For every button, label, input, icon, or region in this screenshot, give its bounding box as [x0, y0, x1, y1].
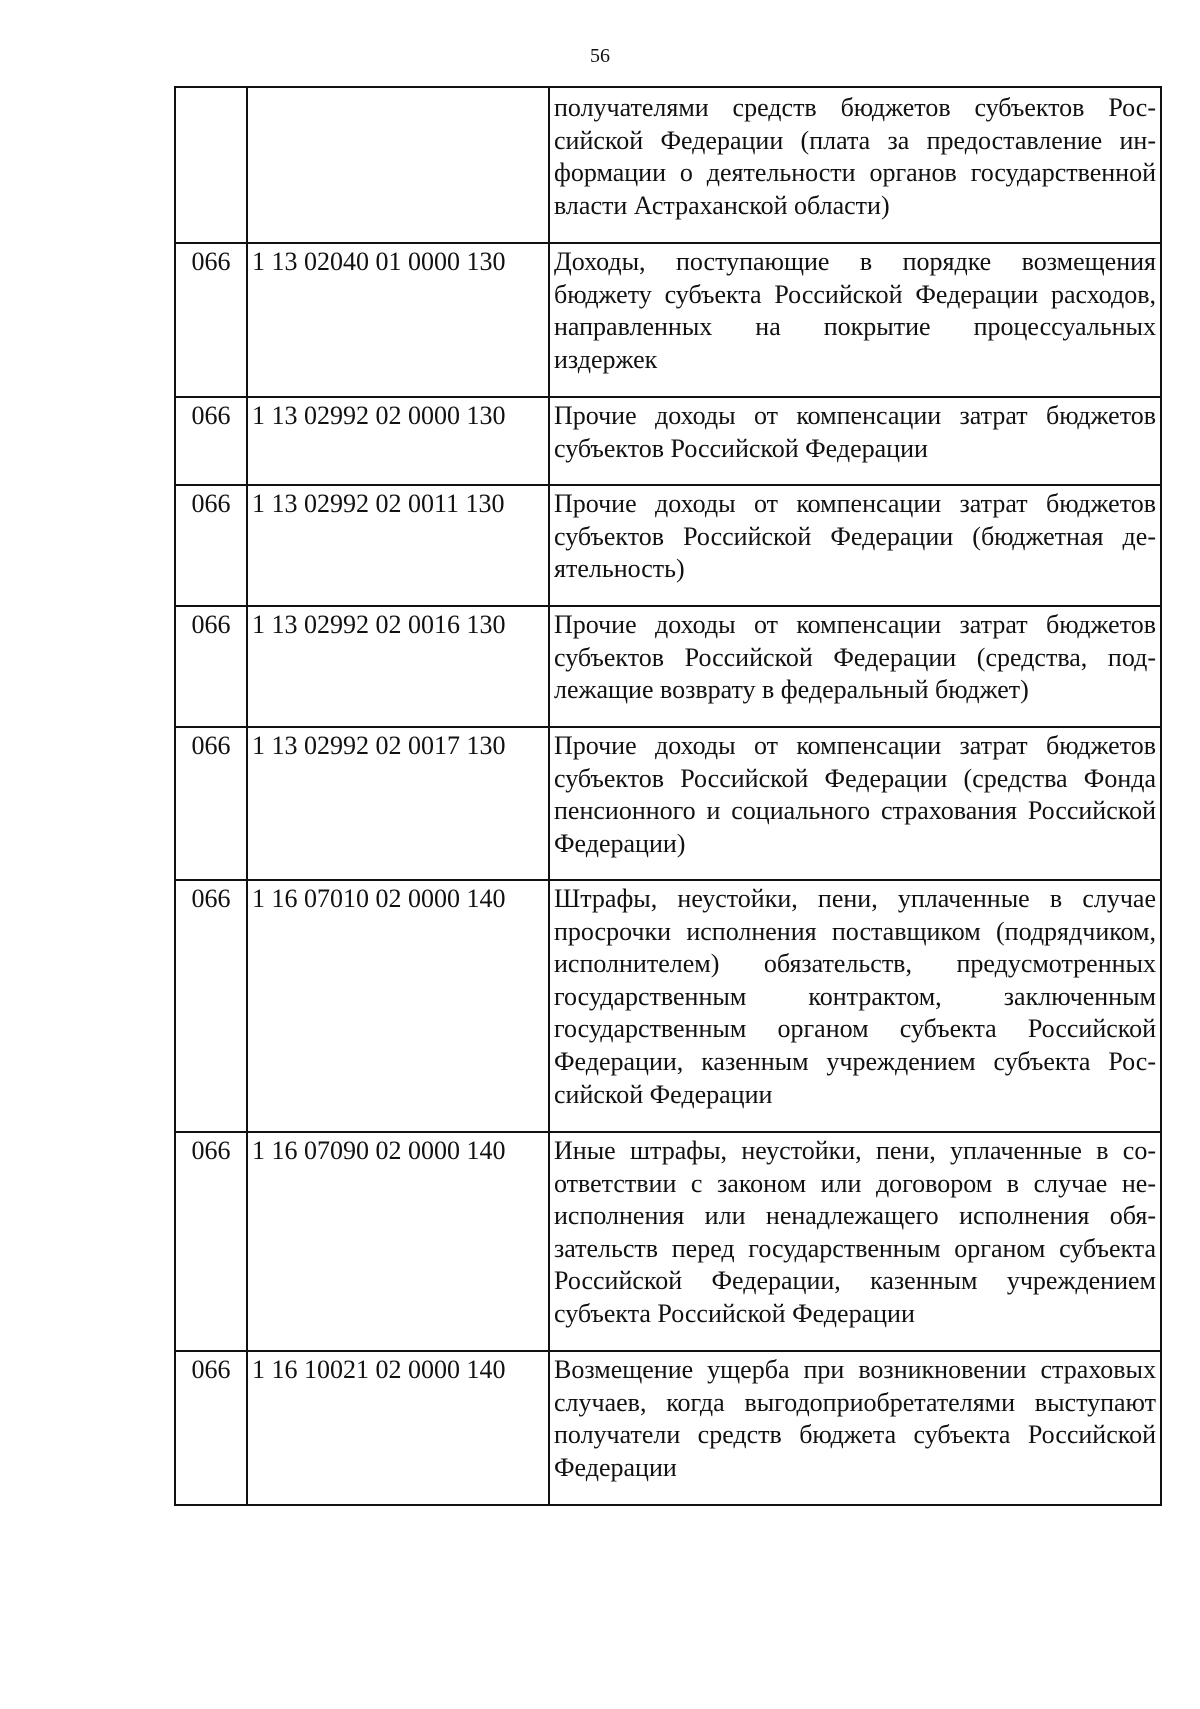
table-body: [175, 87, 1161, 1505]
table-row: [175, 880, 1161, 1132]
description-cell: Иные штрафы, неустойки, пени, уплаченные в соответствии с законом или договором в случае неисполнения или ненадлежащего исполнения обязательств перед государственным органом субъекта Российской Федерации, казенным учреждением субъекта Российской Федерации: [549, 1132, 1161, 1351]
budget-code-table: [174, 86, 1162, 1506]
table-row: [175, 243, 1161, 397]
admin-code-cell: 066: [175, 243, 247, 397]
description-cell: Штрафы, неустойки, пени, уплаченные в случае просрочки исполнения поставщиком (подрядчиком, исполнителем) обязательств, предусмотренных государственным контрактом, заключенным государственным органом субъекта Российской Федерации, казенным учреждением субъекта Российской Федерации: [549, 880, 1161, 1132]
budget-code-cell: 1 13 02040 01 0000 130: [247, 243, 549, 397]
budget-code-cell: 1 16 07010 02 0000 140: [247, 880, 549, 1132]
admin-code-cell: 066: [175, 727, 247, 880]
description-cell: получателями средств бюджетов субъектов Российской Федерации (плата за предоставление информации о деятельности органов государственной власти Астраханской области): [549, 87, 1161, 243]
budget-code-cell: 1 13 02992 02 0011 130: [247, 485, 549, 606]
budget-code-cell: 1 13 02992 02 0016 130: [247, 606, 549, 727]
description-cell: Прочие доходы от компенсации затрат бюджетов субъектов Российской Федерации (бюджетная деятельность): [549, 485, 1161, 606]
description-cell: Доходы, поступающие в порядке возмещения бюджету субъекта Российской Федерации расходов, направленных на покрытие процессуальных издержек: [549, 243, 1161, 397]
table-row: [175, 606, 1161, 727]
table-row: [175, 1132, 1161, 1351]
table-row: [175, 397, 1161, 485]
description-cell: Прочие доходы от компенсации затрат бюджетов субъектов Российской Федерации (средства Фонда пенсионного и социального страхования Российской Федерации): [549, 727, 1161, 880]
page-number: 56: [590, 45, 610, 67]
description-cell: Возмещение ущерба при возникновении страховых случаев, когда выгодоприобретателями выступают получатели средств бюджета субъекта Российской Федерации: [549, 1351, 1161, 1505]
table-row: [175, 87, 1161, 243]
admin-code-cell: 066: [175, 606, 247, 727]
admin-code-cell: 066: [175, 1132, 247, 1351]
admin-code-cell: 066: [175, 397, 247, 485]
budget-code-cell: 1 16 07090 02 0000 140: [247, 1132, 549, 1351]
table-row: [175, 485, 1161, 606]
description-cell: Прочие доходы от компенсации затрат бюджетов субъектов Российской Федерации (средства, подлежащие возврату в федеральный бюджет): [549, 606, 1161, 727]
budget-code-cell: 1 16 10021 02 0000 140: [247, 1351, 549, 1505]
admin-code-cell: 066: [175, 1351, 247, 1505]
budget-code-cell: 1 13 02992 02 0000 130: [247, 397, 549, 485]
admin-code-cell: [175, 87, 247, 243]
admin-code-cell: 066: [175, 880, 247, 1132]
description-cell: Прочие доходы от компенсации затрат бюджетов субъектов Российской Федерации: [549, 397, 1161, 485]
table-row: [175, 727, 1161, 880]
admin-code-cell: 066: [175, 485, 247, 606]
budget-code-cell: [247, 87, 549, 243]
table-row: [175, 1351, 1161, 1505]
budget-code-cell: 1 13 02992 02 0017 130: [247, 727, 549, 880]
